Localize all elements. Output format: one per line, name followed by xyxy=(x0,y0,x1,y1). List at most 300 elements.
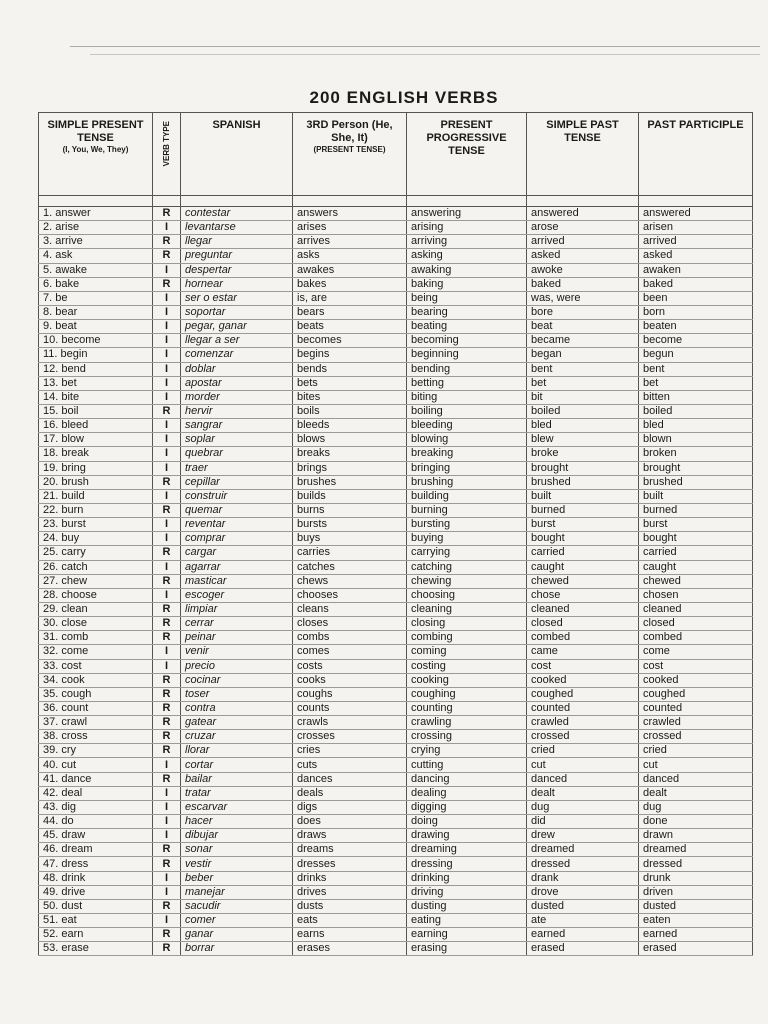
cell-simple-past: was, were xyxy=(527,291,639,305)
cell-spanish: llegar a ser xyxy=(181,334,293,348)
cell-present-progressive: catching xyxy=(407,560,527,574)
cell-present-progressive: driving xyxy=(407,885,527,899)
cell-spanish: llegar xyxy=(181,235,293,249)
cell-simple-present: 14. bite xyxy=(39,390,153,404)
table-row xyxy=(39,815,753,829)
cell-third-person: crosses xyxy=(293,730,407,744)
cell-verb-type: I xyxy=(153,433,181,447)
cell-past-participle: blown xyxy=(639,433,753,447)
cell-simple-past: drank xyxy=(527,871,639,885)
cell-spanish: precio xyxy=(181,659,293,673)
cell-simple-present: 31. comb xyxy=(39,631,153,645)
cell-simple-present: 47. dress xyxy=(39,857,153,871)
cell-past-participle: broken xyxy=(639,447,753,461)
cell-simple-present: 51. eat xyxy=(39,914,153,928)
cell-simple-present: 15. boil xyxy=(39,404,153,418)
cell-verb-type: I xyxy=(153,518,181,532)
cell-third-person: erases xyxy=(293,942,407,956)
cell-past-participle: dressed xyxy=(639,857,753,871)
cell-present-progressive: bringing xyxy=(407,461,527,475)
table-row xyxy=(39,489,753,503)
cell-verb-type: I xyxy=(153,305,181,319)
cell-simple-past: dressed xyxy=(527,857,639,871)
cell-present-progressive: asking xyxy=(407,249,527,263)
spacer-cell xyxy=(293,196,407,207)
cell-third-person: cuts xyxy=(293,758,407,772)
cell-spanish: ser o estar xyxy=(181,291,293,305)
cell-spanish: gatear xyxy=(181,716,293,730)
cell-present-progressive: buying xyxy=(407,532,527,546)
cell-simple-present: 4. ask xyxy=(39,249,153,263)
cell-simple-present: 42. deal xyxy=(39,786,153,800)
cell-verb-type: I xyxy=(153,419,181,433)
table-row xyxy=(39,461,753,475)
table-row xyxy=(39,419,753,433)
cell-present-progressive: being xyxy=(407,291,527,305)
cell-simple-past: awoke xyxy=(527,263,639,277)
cell-simple-present: 34. cook xyxy=(39,673,153,687)
cell-spanish: manejar xyxy=(181,885,293,899)
cell-verb-type: I xyxy=(153,390,181,404)
cell-simple-present: 10. become xyxy=(39,334,153,348)
cell-spanish: beber xyxy=(181,871,293,885)
cell-present-progressive: erasing xyxy=(407,942,527,956)
header-simple-present xyxy=(39,113,153,196)
cell-spanish: quemar xyxy=(181,503,293,517)
cell-verb-type: I xyxy=(153,800,181,814)
header-spanish xyxy=(181,113,293,196)
table-row xyxy=(39,320,753,334)
cell-simple-present: 27. chew xyxy=(39,574,153,588)
cell-verb-type: R xyxy=(153,546,181,560)
cell-simple-present: 12. bend xyxy=(39,362,153,376)
cell-third-person: counts xyxy=(293,701,407,715)
cell-spanish: llorar xyxy=(181,744,293,758)
spacer-cell xyxy=(153,196,181,207)
cell-spanish: soportar xyxy=(181,305,293,319)
table-row xyxy=(39,617,753,631)
table-row xyxy=(39,857,753,871)
table-row xyxy=(39,673,753,687)
table-row xyxy=(39,376,753,390)
cell-simple-past: danced xyxy=(527,772,639,786)
cell-simple-present: 21. build xyxy=(39,489,153,503)
cell-simple-past: did xyxy=(527,815,639,829)
cell-simple-past: combed xyxy=(527,631,639,645)
cell-present-progressive: costing xyxy=(407,659,527,673)
cell-spanish: toser xyxy=(181,687,293,701)
table-row xyxy=(39,602,753,616)
cell-past-participle: burst xyxy=(639,518,753,532)
cell-present-progressive: coming xyxy=(407,645,527,659)
cell-verb-type: R xyxy=(153,730,181,744)
header-third-person-sub: (PRESENT TENSE) xyxy=(313,145,386,154)
table-row xyxy=(39,207,753,221)
cell-verb-type: R xyxy=(153,899,181,913)
cell-simple-present: 18. break xyxy=(39,447,153,461)
table-row xyxy=(39,701,753,715)
cell-third-person: answers xyxy=(293,207,407,221)
cell-simple-present: 16. bleed xyxy=(39,419,153,433)
cell-spanish: ganar xyxy=(181,928,293,942)
cell-simple-past: broke xyxy=(527,447,639,461)
cell-simple-present: 49. drive xyxy=(39,885,153,899)
cell-past-participle: bitten xyxy=(639,390,753,404)
cell-present-progressive: dressing xyxy=(407,857,527,871)
cell-simple-past: coughed xyxy=(527,687,639,701)
header-row xyxy=(39,113,753,196)
cell-present-progressive: betting xyxy=(407,376,527,390)
cell-spanish: cepillar xyxy=(181,475,293,489)
header-verb-type xyxy=(153,113,181,196)
top-rule xyxy=(70,46,760,47)
table-row xyxy=(39,631,753,645)
cell-spanish: cargar xyxy=(181,546,293,560)
cell-past-participle: cut xyxy=(639,758,753,772)
cell-past-participle: answered xyxy=(639,207,753,221)
table-row xyxy=(39,772,753,786)
cell-present-progressive: counting xyxy=(407,701,527,715)
table-row xyxy=(39,235,753,249)
cell-third-person: catches xyxy=(293,560,407,574)
table-row xyxy=(39,447,753,461)
cell-spanish: masticar xyxy=(181,574,293,588)
cell-simple-present: 9. beat xyxy=(39,320,153,334)
cell-simple-present: 24. buy xyxy=(39,532,153,546)
spacer-cell xyxy=(527,196,639,207)
cell-simple-present: 6. bake xyxy=(39,277,153,291)
cell-verb-type: R xyxy=(153,843,181,857)
cell-verb-type: R xyxy=(153,744,181,758)
cell-simple-past: chose xyxy=(527,588,639,602)
cell-present-progressive: chewing xyxy=(407,574,527,588)
cell-third-person: bets xyxy=(293,376,407,390)
cell-past-participle: counted xyxy=(639,701,753,715)
table-row xyxy=(39,829,753,843)
cell-past-participle: built xyxy=(639,489,753,503)
cell-third-person: does xyxy=(293,815,407,829)
cell-spanish: hacer xyxy=(181,815,293,829)
cell-third-person: closes xyxy=(293,617,407,631)
cell-verb-type: I xyxy=(153,461,181,475)
cell-simple-present: 50. dust xyxy=(39,899,153,913)
table-row xyxy=(39,800,753,814)
cell-simple-present: 3. arrive xyxy=(39,235,153,249)
table-row xyxy=(39,560,753,574)
cell-spanish: venir xyxy=(181,645,293,659)
cell-present-progressive: brushing xyxy=(407,475,527,489)
cell-simple-present: 46. dream xyxy=(39,843,153,857)
cell-simple-present: 29. clean xyxy=(39,602,153,616)
cell-third-person: dreams xyxy=(293,843,407,857)
cell-simple-present: 7. be xyxy=(39,291,153,305)
cell-third-person: crawls xyxy=(293,716,407,730)
cell-spanish: comenzar xyxy=(181,348,293,362)
table-row xyxy=(39,574,753,588)
cell-third-person: earns xyxy=(293,928,407,942)
cell-third-person: brings xyxy=(293,461,407,475)
cell-spanish: borrar xyxy=(181,942,293,956)
cell-verb-type: R xyxy=(153,207,181,221)
cell-third-person: cooks xyxy=(293,673,407,687)
cell-simple-past: cleaned xyxy=(527,602,639,616)
cell-verb-type: I xyxy=(153,348,181,362)
cell-verb-type: I xyxy=(153,885,181,899)
cell-spanish: peinar xyxy=(181,631,293,645)
cell-verb-type: I xyxy=(153,489,181,503)
cell-third-person: bites xyxy=(293,390,407,404)
cell-third-person: cleans xyxy=(293,602,407,616)
table-row xyxy=(39,249,753,263)
cell-past-participle: come xyxy=(639,645,753,659)
cell-present-progressive: awaking xyxy=(407,263,527,277)
cell-present-progressive: choosing xyxy=(407,588,527,602)
cell-past-participle: combed xyxy=(639,631,753,645)
header-simple-present-sub: (I, You, We, They) xyxy=(62,145,129,154)
cell-present-progressive: answering xyxy=(407,207,527,221)
cell-past-participle: burned xyxy=(639,503,753,517)
cell-past-participle: born xyxy=(639,305,753,319)
cell-present-progressive: digging xyxy=(407,800,527,814)
cell-simple-present: 35. cough xyxy=(39,687,153,701)
table-row xyxy=(39,942,753,956)
cell-third-person: dances xyxy=(293,772,407,786)
cell-present-progressive: closing xyxy=(407,617,527,631)
cell-third-person: brushes xyxy=(293,475,407,489)
table-row xyxy=(39,758,753,772)
header-verb-type-label: VERB TYPE xyxy=(162,121,171,167)
cell-present-progressive: crossing xyxy=(407,730,527,744)
table-row xyxy=(39,221,753,235)
cell-third-person: eats xyxy=(293,914,407,928)
cell-simple-present: 28. choose xyxy=(39,588,153,602)
cell-third-person: costs xyxy=(293,659,407,673)
cell-third-person: bears xyxy=(293,305,407,319)
cell-verb-type: R xyxy=(153,602,181,616)
cell-spanish: tratar xyxy=(181,786,293,800)
cell-verb-type: I xyxy=(153,914,181,928)
table-row xyxy=(39,362,753,376)
cell-past-participle: brushed xyxy=(639,475,753,489)
cell-past-participle: been xyxy=(639,291,753,305)
cell-past-participle: dug xyxy=(639,800,753,814)
cell-simple-past: bled xyxy=(527,419,639,433)
cell-past-participle: danced xyxy=(639,772,753,786)
cell-past-participle: bet xyxy=(639,376,753,390)
cell-spanish: cocinar xyxy=(181,673,293,687)
cell-past-participle: driven xyxy=(639,885,753,899)
cell-verb-type: I xyxy=(153,263,181,277)
cell-verb-type: I xyxy=(153,815,181,829)
cell-simple-present: 43. dig xyxy=(39,800,153,814)
cell-verb-type: R xyxy=(153,617,181,631)
cell-simple-past: baked xyxy=(527,277,639,291)
cell-simple-past: cut xyxy=(527,758,639,772)
cell-simple-past: cooked xyxy=(527,673,639,687)
cell-simple-present: 44. do xyxy=(39,815,153,829)
header-simple-past-label: SIMPLE PAST TENSE xyxy=(546,119,619,144)
cell-simple-present: 38. cross xyxy=(39,730,153,744)
cell-spanish: despertar xyxy=(181,263,293,277)
cell-present-progressive: earning xyxy=(407,928,527,942)
cell-present-progressive: blowing xyxy=(407,433,527,447)
table-row xyxy=(39,744,753,758)
table-row xyxy=(39,786,753,800)
cell-spanish: quebrar xyxy=(181,447,293,461)
cell-present-progressive: biting xyxy=(407,390,527,404)
cell-spanish: escarvar xyxy=(181,800,293,814)
cell-present-progressive: drinking xyxy=(407,871,527,885)
cell-spanish: hervir xyxy=(181,404,293,418)
table-row xyxy=(39,475,753,489)
cell-spanish: escoger xyxy=(181,588,293,602)
cell-spanish: hornear xyxy=(181,277,293,291)
cell-present-progressive: cleaning xyxy=(407,602,527,616)
cell-simple-past: earned xyxy=(527,928,639,942)
cell-past-participle: arisen xyxy=(639,221,753,235)
cell-third-person: bends xyxy=(293,362,407,376)
cell-simple-past: cried xyxy=(527,744,639,758)
cell-third-person: arrives xyxy=(293,235,407,249)
cell-spanish: agarrar xyxy=(181,560,293,574)
cell-simple-past: blew xyxy=(527,433,639,447)
cell-past-participle: erased xyxy=(639,942,753,956)
cell-verb-type: R xyxy=(153,631,181,645)
cell-present-progressive: bleeding xyxy=(407,419,527,433)
spacer-cell xyxy=(39,196,153,207)
cell-simple-present: 30. close xyxy=(39,617,153,631)
cell-present-progressive: carrying xyxy=(407,546,527,560)
cell-spanish: cerrar xyxy=(181,617,293,631)
cell-present-progressive: cooking xyxy=(407,673,527,687)
cell-simple-present: 5. awake xyxy=(39,263,153,277)
cell-simple-present: 8. bear xyxy=(39,305,153,319)
cell-third-person: breaks xyxy=(293,447,407,461)
table-row xyxy=(39,928,753,942)
cell-third-person: arises xyxy=(293,221,407,235)
cell-present-progressive: arriving xyxy=(407,235,527,249)
cell-past-participle: dreamed xyxy=(639,843,753,857)
cell-third-person: dresses xyxy=(293,857,407,871)
table-row xyxy=(39,503,753,517)
cell-verb-type: I xyxy=(153,376,181,390)
table-row xyxy=(39,334,753,348)
cell-third-person: becomes xyxy=(293,334,407,348)
cell-verb-type: R xyxy=(153,772,181,786)
header-third-person-label: 3RD Person (He, She, It) xyxy=(306,119,393,144)
cell-present-progressive: bending xyxy=(407,362,527,376)
table-row xyxy=(39,871,753,885)
cell-past-participle: closed xyxy=(639,617,753,631)
cell-simple-past: bit xyxy=(527,390,639,404)
table-row xyxy=(39,885,753,899)
cell-present-progressive: combing xyxy=(407,631,527,645)
cell-simple-present: 40. cut xyxy=(39,758,153,772)
cell-third-person: bleeds xyxy=(293,419,407,433)
cell-simple-past: came xyxy=(527,645,639,659)
cell-past-participle: brought xyxy=(639,461,753,475)
cell-present-progressive: bearing xyxy=(407,305,527,319)
cell-spanish: vestir xyxy=(181,857,293,871)
cell-simple-present: 22. burn xyxy=(39,503,153,517)
cell-verb-type: I xyxy=(153,532,181,546)
cell-simple-past: drove xyxy=(527,885,639,899)
cell-simple-past: built xyxy=(527,489,639,503)
cell-third-person: comes xyxy=(293,645,407,659)
header-simple-present-label: SIMPLE PRESENT TENSE xyxy=(47,119,144,144)
cell-present-progressive: bursting xyxy=(407,518,527,532)
cell-verb-type: I xyxy=(153,659,181,673)
header-spanish-label: SPANISH xyxy=(212,119,261,131)
table-row xyxy=(39,899,753,913)
cell-verb-type: I xyxy=(153,334,181,348)
cell-past-participle: asked xyxy=(639,249,753,263)
cell-simple-past: arrived xyxy=(527,235,639,249)
table-row xyxy=(39,843,753,857)
cell-simple-past: cost xyxy=(527,659,639,673)
cell-past-participle: arrived xyxy=(639,235,753,249)
cell-verb-type: R xyxy=(153,277,181,291)
cell-simple-present: 41. dance xyxy=(39,772,153,786)
page-title: 200 ENGLISH VERBS xyxy=(309,88,499,107)
cell-past-participle: dealt xyxy=(639,786,753,800)
cell-verb-type: I xyxy=(153,291,181,305)
cell-past-participle: done xyxy=(639,815,753,829)
cell-present-progressive: building xyxy=(407,489,527,503)
table-row xyxy=(39,645,753,659)
cell-simple-past: arose xyxy=(527,221,639,235)
cell-present-progressive: crying xyxy=(407,744,527,758)
cell-simple-present: 20. brush xyxy=(39,475,153,489)
cell-third-person: carries xyxy=(293,546,407,560)
cell-past-participle: eaten xyxy=(639,914,753,928)
table-row xyxy=(39,730,753,744)
cell-simple-present: 11. begin xyxy=(39,348,153,362)
cell-present-progressive: dealing xyxy=(407,786,527,800)
cell-past-participle: crossed xyxy=(639,730,753,744)
cell-simple-present: 33. cost xyxy=(39,659,153,673)
cell-simple-present: 39. cry xyxy=(39,744,153,758)
cell-simple-past: dreamed xyxy=(527,843,639,857)
cell-third-person: awakes xyxy=(293,263,407,277)
cell-present-progressive: doing xyxy=(407,815,527,829)
cell-past-participle: beaten xyxy=(639,320,753,334)
table-row xyxy=(39,518,753,532)
cell-verb-type: I xyxy=(153,320,181,334)
table-row xyxy=(39,433,753,447)
cell-spanish: limpiar xyxy=(181,602,293,616)
cell-spanish: morder xyxy=(181,390,293,404)
cell-third-person: drives xyxy=(293,885,407,899)
cell-present-progressive: baking xyxy=(407,277,527,291)
cell-verb-type: R xyxy=(153,928,181,942)
cell-simple-present: 23. burst xyxy=(39,518,153,532)
cell-past-participle: coughed xyxy=(639,687,753,701)
table-row xyxy=(39,263,753,277)
table-row xyxy=(39,716,753,730)
header-third-person xyxy=(293,113,407,196)
cell-spanish: sangrar xyxy=(181,419,293,433)
cell-past-participle: chewed xyxy=(639,574,753,588)
cell-present-progressive: dancing xyxy=(407,772,527,786)
cell-past-participle: begun xyxy=(639,348,753,362)
cell-past-participle: caught xyxy=(639,560,753,574)
cell-past-participle: chosen xyxy=(639,588,753,602)
cell-simple-past: brought xyxy=(527,461,639,475)
cell-verb-type: I xyxy=(153,758,181,772)
cell-past-participle: become xyxy=(639,334,753,348)
header-present-progressive xyxy=(407,113,527,196)
